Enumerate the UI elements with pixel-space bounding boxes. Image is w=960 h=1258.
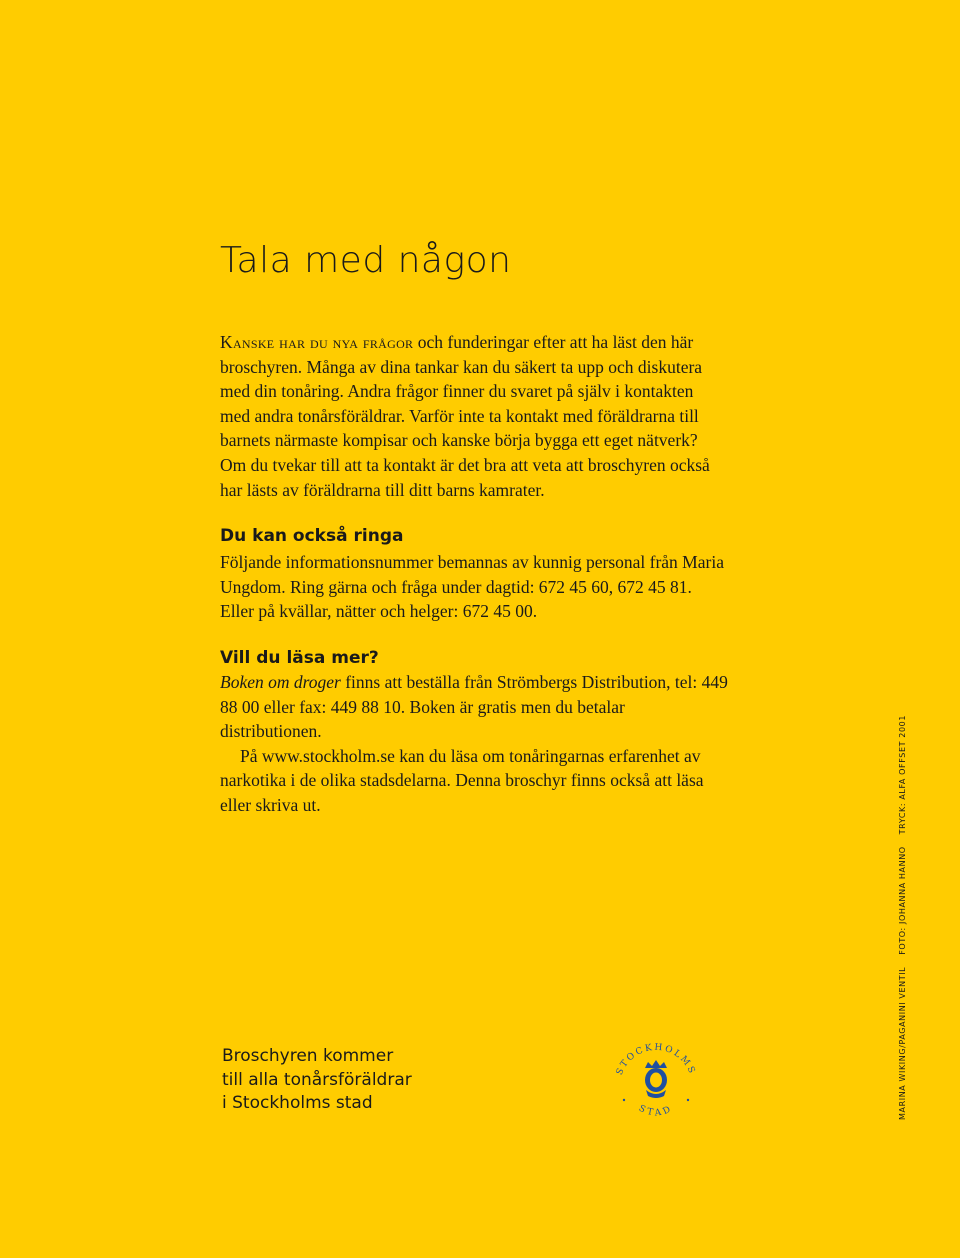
seal-bottom-text: STAD: [636, 1103, 676, 1119]
credit-design: MARINA WIKING/PAGANINI VENTIL: [898, 966, 907, 1120]
credit-print: TRYCK: ALFA OFFSET 2001: [898, 714, 907, 835]
order-info: finns att beställa från Strömbergs Distribution, tel: 449 88 00 eller fax: 449 88 10. Boken är gratis men du betalar distributionen.: [220, 672, 728, 742]
intro-text: och funderingar efter att ha läst den här broschyren. Många av dina tankar kan du säkert ta upp och diskutera med din tonåring. Andra frågor finner du svaret på själv i kontakten med andra tonårsföräldrar. Varför inte ta kontakt med föräldrarna till barnets närmaste kompisar och kanske börja bygga ett eget nätverk? Om du tvekar till att ta kontakt är det bra att veta att broschyren också har lästs av föräldrarna till ditt barns kamrater.: [220, 332, 710, 500]
section-call-text: Följande informationsnummer bemannas av kunnig personal från Maria Ungdom. Ring gärna och fråga under dagtid: 672 45 60, 672 45 81. Eller på kvällar, nätter och helger: 672 45 00.: [220, 552, 724, 622]
section-call: [220, 526, 730, 624]
credit-photo: FOTO: JOHANNA HANNO: [898, 846, 907, 955]
section-read-heading: Vill du läsa mer?: [220, 648, 379, 668]
seal-head-icon: [645, 1060, 667, 1098]
footer-line-2: till alla tonårsföräldrar: [222, 1069, 412, 1090]
section-call-heading: Du kan också ringa: [220, 526, 404, 546]
book-title: Boken om droger: [220, 672, 341, 692]
production-credits: [898, 714, 907, 1120]
intro-paragraph: [220, 330, 720, 502]
footer-line-3: i Stockholms stad: [222, 1093, 373, 1113]
page-title: Tala med någon: [220, 240, 512, 281]
seal-top-text: STOCKHOLMS: [614, 1042, 698, 1077]
footer-tagline: [222, 1045, 412, 1116]
section-read-text: [220, 670, 730, 744]
stockholm-city-seal: [612, 1040, 700, 1120]
intro-lead: Kanske har du nya frågor: [220, 332, 414, 352]
footer-line-1: Broschyren kommer: [222, 1046, 394, 1066]
website-info: På www.stockholm.se kan du läsa om tonåringarnas erfarenhet av narkotika i de olika stadsdelarna. Denna broschyr finns också att läsa eller skriva ut.: [220, 745, 704, 815]
section-read-more: [220, 648, 730, 818]
